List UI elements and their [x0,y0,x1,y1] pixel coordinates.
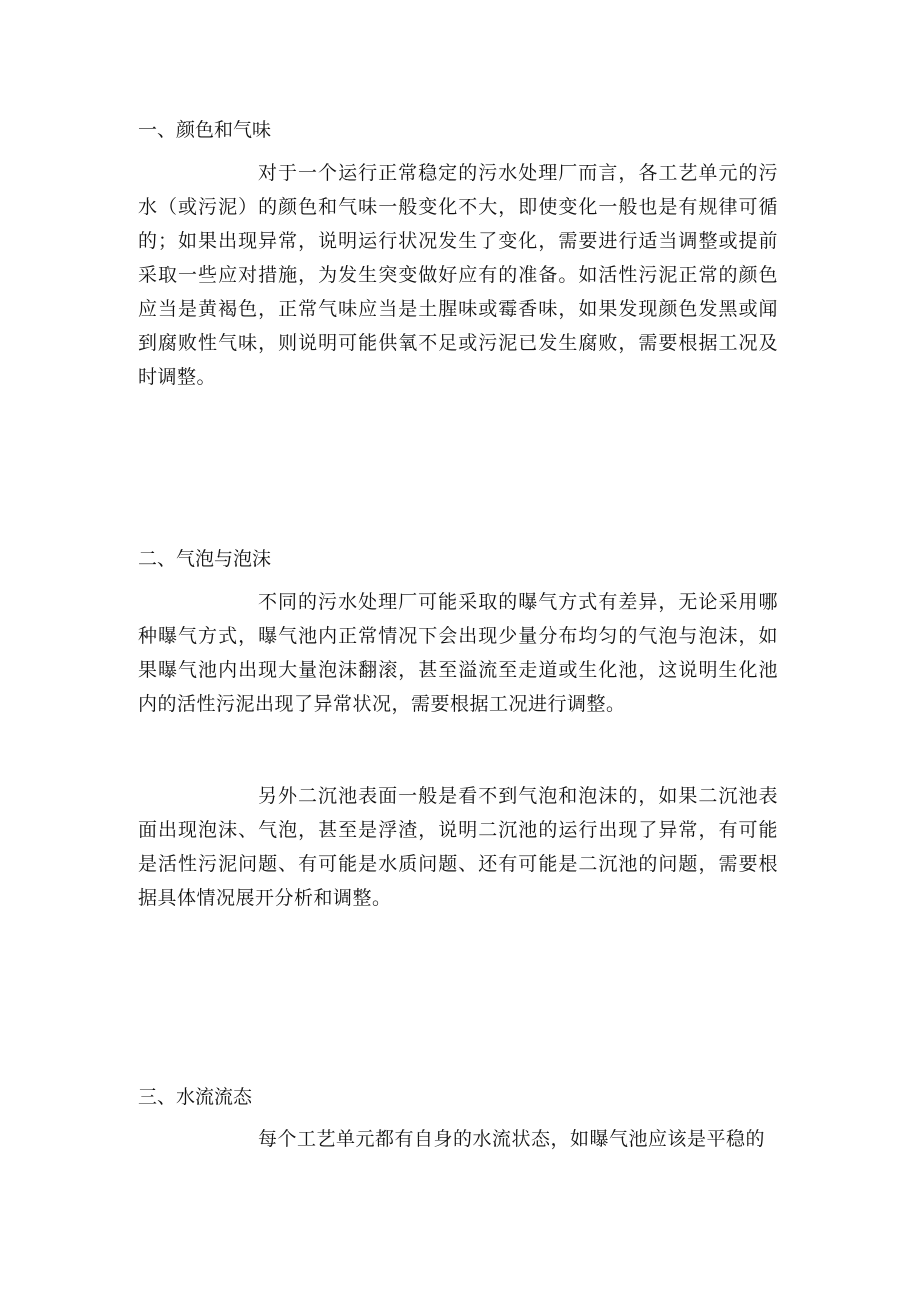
section-heading-bubbles-foam: 二、气泡与泡沫 [138,548,272,570]
section-heading-water-flow: 三、水流流态 [138,1086,253,1108]
paragraph-bubbles-foam-2: 另外二沉池表面一般是看不到气泡和泡沫的，如果二沉池表面出现泡沫、气泡，甚至是浮渣，说明二沉池的运行出现了异常，有可能是活性污泥问题、有可能是水质问题、还有可能是二沉池的问题，需要根据具体情况展开分析和调整。 [138,785,778,909]
paragraph-color-odor: 对于一个运行正常稳定的污水处理厂而言，各工艺单元的污水（或污泥）的颜色和气味一般变化不大，即使变化一般也是有规律可循的；如果出现异常，说明运行状况发生了变化，需要进行适当调整或提前采取一些应对措施，为发生突变做好应有的准备。如活性污泥正常的颜色应当是黄褐色，正常气味应当是土腥味或霉香味，如果发现颜色发黑或闻到腐败性气味，则说明可能供氧不足或污泥已发生腐败，需要根据工况及时调整。 [138,162,778,388]
paragraph-water-flow: 每个工艺单元都有自身的水流状态，如曝气池应该是平稳的 [258,1128,766,1150]
paragraph-bubbles-foam-1: 不同的污水处理厂可能采取的曝气方式有差异，无论采用哪种曝气方式，曝气池内正常情况下会出现少量分布均匀的气泡与泡沫，如果曝气池内出现大量泡沫翻滚，甚至溢流至走道或生化池，这说明生化池内的活性污泥出现了异常状况，需要根据工况进行调整。 [138,591,778,715]
section-heading-color-odor: 一、颜色和气味 [138,119,272,141]
